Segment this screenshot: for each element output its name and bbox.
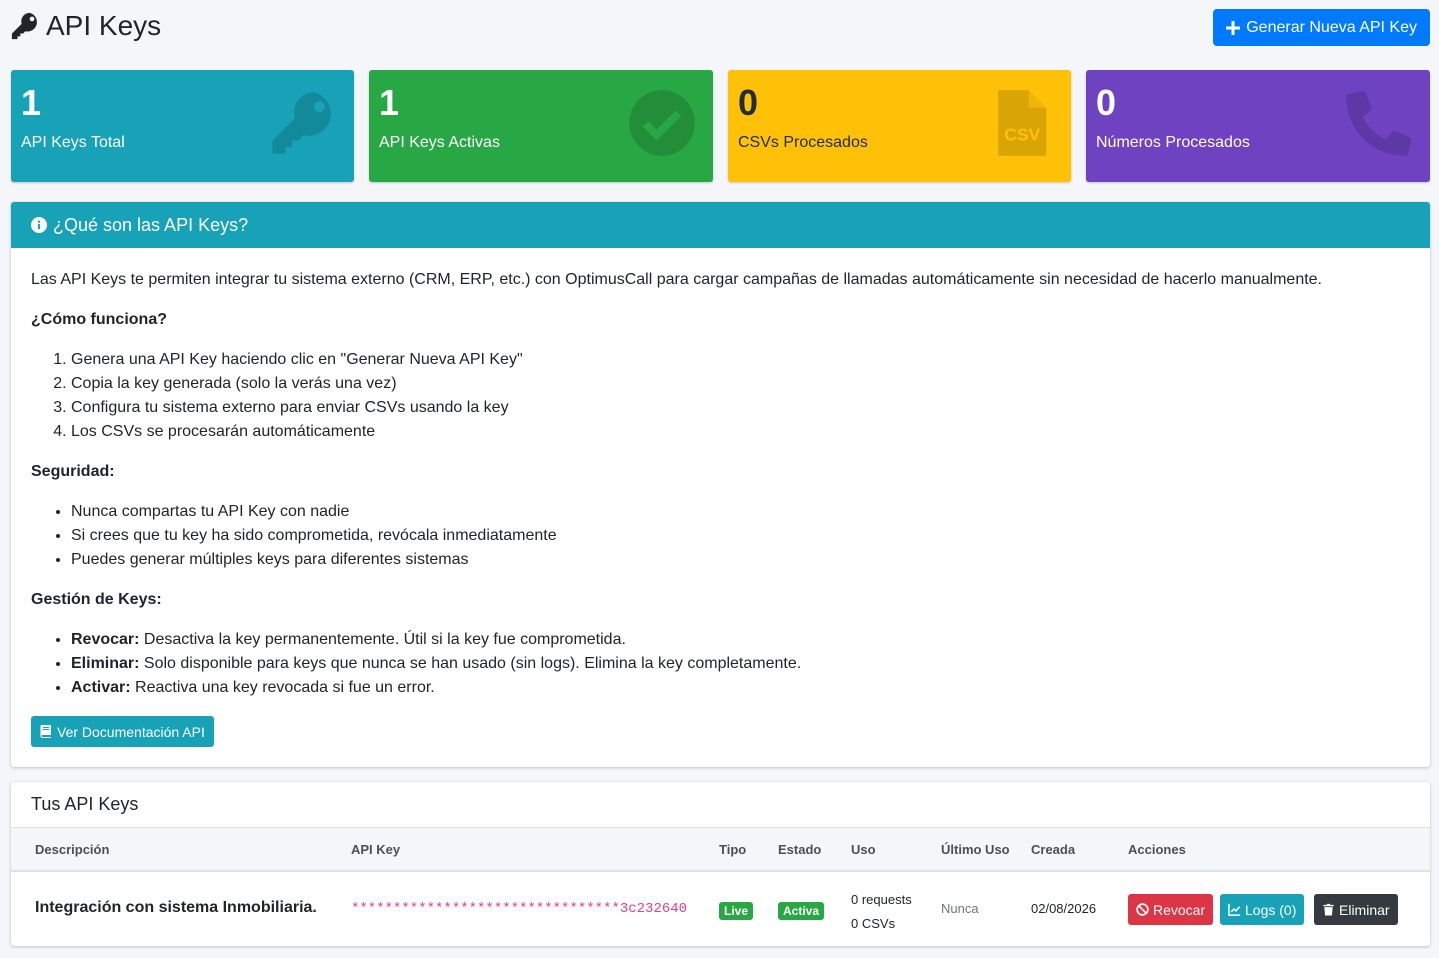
stat-value: 0 xyxy=(738,82,759,123)
info-circle-icon xyxy=(31,217,47,233)
status-badge: Activa xyxy=(778,902,824,920)
stat-value: 1 xyxy=(379,82,400,123)
list-item xyxy=(71,652,801,676)
stat-box-active-keys xyxy=(369,70,713,182)
list-item-text: Solo disponible para keys que nunca se han usado (sin logs). Elimina la key completamente. xyxy=(139,655,802,672)
security-list xyxy=(71,500,557,572)
column-header: API Key xyxy=(351,842,401,857)
list-item: • Nunca compartas tu API Key con nadie xyxy=(71,500,557,524)
logs-button[interactable] xyxy=(1220,894,1304,925)
view-api-docs-button[interactable] xyxy=(31,716,214,747)
key-description: Integración con sistema Inmobiliaria. xyxy=(35,899,317,916)
stat-box-total-keys xyxy=(11,70,354,182)
svg-text:CSV: CSV xyxy=(1004,124,1041,145)
list-item xyxy=(71,628,801,652)
security-title: Seguridad: xyxy=(31,463,115,480)
list-item-term: Revocar: xyxy=(71,631,140,648)
generate-new-api-key-button[interactable] xyxy=(1213,9,1430,46)
stat-label: API Keys Activas xyxy=(379,134,500,151)
list-item-text: Desactiva la key permanentemente. Útil si la key fue comprometida. xyxy=(139,631,626,648)
info-intro: Las API Keys te permiten integrar tu sistema externo (CRM, ERP, etc.) con OptimusCall para cargar campañas de llamadas automáticamente sin necesidad de hacerlo manualmente. xyxy=(31,271,1322,288)
list-item-text: Reactiva una key revocada si fue un error. xyxy=(130,679,435,696)
page-title-text: API Keys xyxy=(46,10,162,41)
list-item: • Si crees que tu key ha sido comprometida, revócala inmediatamente xyxy=(71,524,557,548)
table-header xyxy=(11,828,1430,872)
logs-label: Logs (0) xyxy=(1245,901,1297,918)
column-header: Estado xyxy=(778,842,822,857)
table-row xyxy=(11,872,1430,944)
column-header: Acciones xyxy=(1128,842,1186,857)
management-title: Gestión de Keys: xyxy=(31,591,162,608)
list-item: 2. Copia la key generada (solo la verás una vez) xyxy=(71,372,523,396)
usage-requests: 0 requests xyxy=(851,892,912,907)
usage-cell xyxy=(851,888,912,936)
stat-label: Números Procesados xyxy=(1096,134,1250,151)
last-used: Nunca xyxy=(941,901,979,916)
revoke-button[interactable] xyxy=(1128,894,1213,925)
revoke-label: Revocar xyxy=(1153,901,1206,918)
delete-label: Eliminar xyxy=(1339,901,1390,918)
column-header: Tipo xyxy=(719,842,747,857)
view-api-docs-label: Ver Documentación API xyxy=(57,723,205,740)
column-header: Descripción xyxy=(35,842,110,857)
api-keys-info-card xyxy=(11,202,1430,767)
column-header: Último Uso xyxy=(941,842,1010,857)
plus-icon xyxy=(1226,21,1240,35)
how-it-works-title: ¿Cómo funciona? xyxy=(31,311,167,328)
info-card-header xyxy=(11,202,1430,248)
management-list xyxy=(71,628,801,700)
chart-line-icon xyxy=(1228,903,1241,916)
file-csv-icon xyxy=(985,88,1055,158)
info-card-title: ¿Qué son las API Keys? xyxy=(53,214,249,235)
stat-value: 0 xyxy=(1096,82,1117,123)
list-item: 1. Genera una API Key haciendo clic en "Generar Nueva API Key" xyxy=(71,348,523,372)
list-item: 3. Configura tu sistema externo para enviar CSVs usando la key xyxy=(71,396,523,420)
masked-api-key: ********************************3c232640 xyxy=(351,901,688,917)
check-circle-icon xyxy=(627,88,697,158)
key-icon xyxy=(10,11,40,41)
stats-row xyxy=(11,70,1430,182)
key-icon xyxy=(268,88,338,158)
list-item-term: Activar: xyxy=(71,679,131,696)
list-item-term: Eliminar: xyxy=(71,655,140,672)
trash-icon xyxy=(1322,903,1335,916)
column-header: Creada xyxy=(1031,842,1076,857)
list-item: • Puedes generar múltiples keys para diferentes sistemas xyxy=(71,548,557,572)
book-icon xyxy=(40,725,52,738)
generate-new-api-key-label: Generar Nueva API Key xyxy=(1246,18,1417,36)
how-it-works-list xyxy=(71,348,523,444)
delete-button[interactable] xyxy=(1314,894,1398,925)
stat-label: API Keys Total xyxy=(21,134,125,151)
created-date: 02/08/2026 xyxy=(1031,901,1097,916)
column-header: Uso xyxy=(851,842,876,857)
list-item: 4. Los CSVs se procesarán automáticamente xyxy=(71,420,523,444)
phone-icon xyxy=(1344,88,1414,158)
ban-icon xyxy=(1136,903,1149,916)
type-badge: Live xyxy=(719,902,753,920)
stat-label: CSVs Procesados xyxy=(738,134,868,151)
stat-value: 1 xyxy=(21,82,42,123)
page-title xyxy=(10,10,161,42)
keys-card-title: Tus API Keys xyxy=(11,782,1430,828)
api-keys-table-card xyxy=(11,782,1430,946)
stat-box-csvs-processed xyxy=(728,70,1071,182)
stat-box-numbers-processed xyxy=(1086,70,1430,182)
page-header xyxy=(10,8,1430,48)
list-item xyxy=(71,676,801,700)
usage-csvs: 0 CSVs xyxy=(851,916,896,931)
